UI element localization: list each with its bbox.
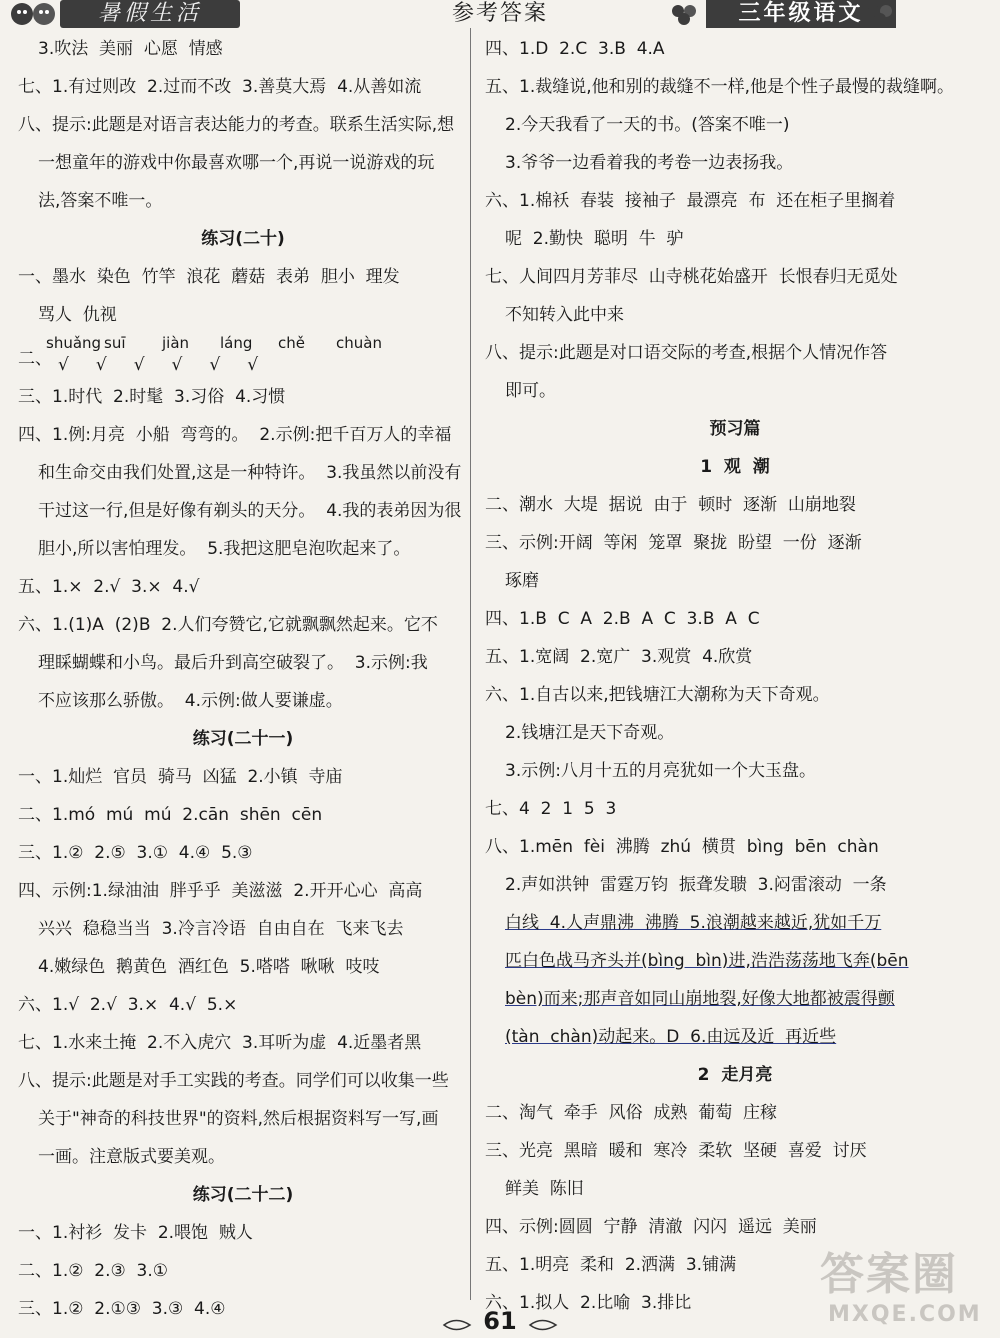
answer-line: 二、1.mó mú mú 2.cān shēn cēn [18,805,323,825]
watermark-url: MXQE.COM [828,1302,982,1327]
answer-line: 六、1.(1)A (2)B 2.人们夸赞它,它就飘飘然起来。它不 [18,615,438,635]
pinyin-syllable: shuǎng [46,334,102,352]
answer-line: 兴兴 稳稳当当 3.冷言冷语 自由自在 飞来飞去 [38,919,404,939]
section-title: 练习(二十一) [192,729,294,749]
answer-line: 3.爷爷一边看着我的考卷一边表扬我。 [505,153,794,173]
answer-line: 即可。 [505,381,556,401]
answer-line: 4.嫩绿色 鹅黄色 酒红色 5.嗒嗒 啾啾 吱吱 [38,957,380,977]
section-title: 练习(二十) [201,229,285,249]
section-title: 预习篇 [709,419,761,439]
pinyin-syllables [46,334,394,352]
watermark-text: 答案圈 [820,1249,958,1300]
pinyin-syllable: suī [104,334,126,352]
section-title: 1 观 潮 [700,457,770,477]
page-number: 61 [483,1307,517,1335]
answer-line: 胆小,所以害怕理发。 5.我把这肥皂泡吹起来了。 [38,539,411,559]
answer-line: 七、1.有过则改 2.过而不改 3.善莫大焉 4.从善如流 [18,77,422,97]
answer-line: 五、1.× 2.√ 3.× 4.√ [18,577,200,597]
answer-line: 二、潮水 大堤 据说 由于 顿时 逐渐 山崩地裂 [485,495,856,515]
answer-line: (tàn chàn)动起来。D 6.由远及近 再近些 [505,1027,837,1047]
answer-line: 一、1.灿烂 官员 骑马 凶猛 2.小镇 寺庙 [18,767,343,787]
answer-line: 3.示例:八月十五的月亮犹如一个大玉盘。 [505,761,816,781]
flower-decoration-icon [864,2,900,28]
flower-decoration-icon [668,2,704,28]
answer-line: 琢磨 [505,571,539,591]
answer-line: 3.吹法 美丽 心愿 情感 [38,39,223,59]
grade-subject-label: 三年级语文 [706,0,896,28]
answer-line: 2.钱塘江是天下奇观。 [505,723,675,743]
answer-line: 八、提示:此题是对手工实践的考查。同学们可以收集一些 [18,1071,449,1091]
right-answer-column [485,30,985,1322]
answer-line: 八、1.mēn fèi 沸腾 zhú 横贯 bìng bēn chàn [485,837,879,857]
answer-line: 四、1.B C A 2.B A C 3.B A C [485,609,760,629]
watermark [820,1250,990,1334]
answer-line: 五、1.明亮 柔和 2.洒满 3.铺满 [485,1255,737,1275]
cartoon-animals-icon [8,0,58,28]
answer-line: 六、1.自古以来,把钱塘江大潮称为天下奇观。 [485,685,830,705]
pinyin-question-row [18,334,468,378]
answer-line: 和生命交由我们处置,这是一种特许。 3.我虽然以前没有 [38,463,462,483]
answer-line: 七、1.水来土掩 2.不入虎穴 3.耳听为虚 4.近墨者黑 [18,1033,422,1053]
section-title: 2 走月亮 [697,1065,773,1085]
answer-line: 六、1.拟人 2.比喻 3.排比 [485,1293,692,1313]
answer-line: 干过这一行,但是好像有剃头的天分。 4.我的表弟因为很 [38,501,462,521]
header-left [0,0,250,30]
answer-line: 不知转入此中来 [505,305,624,325]
answer-line: 一画。注意版式要美观。 [38,1147,225,1167]
answer-line: 2.声如洪钟 雷霆万钧 振聋发聩 3.闷雷滚动 一条 [505,875,887,895]
answer-line: 八、提示:此题是对口语交际的考查,根据个人情况作答 [485,343,888,363]
header-banner: 暑假生活 [60,0,240,28]
answer-line: 三、示例:开阔 等闲 笼罩 聚拢 盼望 一份 逐渐 [485,533,862,553]
answer-line: 三、1.② 2.①③ 3.③ 4.④ [18,1299,226,1319]
answer-line: 三、光亮 黑暗 暖和 寒冷 柔软 坚硬 喜爱 讨厌 [485,1141,867,1161]
answer-line: 鲜美 陈旧 [505,1179,584,1199]
answer-line: 七、人间四月芳菲尽 山寺桃花始盛开 长恨春归无觅处 [485,267,898,287]
header-right [668,0,1000,30]
leaf-decoration-icon [528,1316,558,1334]
answer-line: 三、1.时代 2.时髦 3.习俗 4.习惯 [18,387,286,407]
answer-line: 四、1.例:月亮 小船 弯弯的。 2.示例:把千百万人的幸福 [18,425,452,445]
answer-line: 二、淘气 牵手 风俗 成熟 葡萄 庄稼 [485,1103,778,1123]
pinyin-syllable: chě [278,334,305,352]
answer-line: 五、1.裁缝说,他和别的裁缝不一样,他是个性子最慢的裁缝啊。 [485,77,955,97]
answer-line: 四、1.D 2.C 3.B 4.A [485,39,665,59]
header-title: 参考答案 [451,1,548,26]
check-marks: √ √ √ √ √ √ [58,355,259,375]
column-divider [470,28,471,1300]
answer-line: 五、1.宽阔 2.宽广 3.观赏 4.欣赏 [485,647,753,667]
pinyin-syllable: láng [220,334,253,352]
answer-line: 六、1.棉袄 春装 接袖子 最漂亮 布 还在柜子里搁着 [485,191,896,211]
answer-line: 七、4 2 1 5 3 [485,799,617,819]
left-answer-column [18,30,468,1328]
pinyin-syllable: chuàn [336,334,382,352]
answer-line: 白线 4.人声鼎沸 沸腾 5.浪潮越来越近,犹如千万 [505,913,882,933]
answer-line: 六、1.√ 2.√ 3.× 4.√ 5.× [18,995,238,1015]
page-header [0,0,1000,30]
pinyin-syllable: jiàn [162,334,190,352]
answer-line: 八、提示:此题是对语言表达能力的考查。联系生活实际,想 [18,115,455,135]
answer-line: 理睬蝴蝶和小鸟。最后升到高空破裂了。 3.示例:我 [38,653,428,673]
answer-line: 匹白色战马齐头并(bìng bìn)进,浩浩荡荡地飞奔(bēn [505,951,909,971]
answer-line: 不应该那么骄傲。 4.示例:做人要谦虚。 [38,691,343,711]
answer-line: 一想童年的游戏中你最喜欢哪一个,再说一说游戏的玩 [38,153,435,173]
answer-line: 2.今天我看了一天的书。(答案不唯一) [505,115,790,135]
answer-line: 一、墨水 染色 竹竿 浪花 蘑菇 表弟 胆小 理发 [18,267,400,287]
answer-line: 呢 2.勤快 聪明 牛 驴 [505,229,684,249]
leaf-decoration-icon [442,1316,472,1334]
answer-line: 一、1.衬衫 发卡 2.喂饱 贼人 [18,1223,253,1243]
answer-line: 三、1.② 2.⑤ 3.① 4.④ 5.③ [18,843,253,863]
answer-line: 关于"神奇的科技世界"的资料,然后根据资料写一写,画 [38,1109,439,1129]
answer-line: 四、示例:1.绿油油 胖乎乎 美滋滋 2.开开心心 高高 [18,881,423,901]
answer-line: 四、示例:圆圆 宁静 清澈 闪闪 遥远 美丽 [485,1217,817,1237]
answer-line: bèn)而来;那声音如同山崩地裂,好像大地都被震得颤 [505,989,895,1009]
answer-line: 法,答案不唯一。 [38,191,163,211]
question-number: 二、 [18,349,52,369]
section-title: 练习(二十二) [192,1185,294,1205]
answer-line: 骂人 仇视 [38,305,117,325]
answer-line: 二、1.② 2.③ 3.① [18,1261,168,1281]
